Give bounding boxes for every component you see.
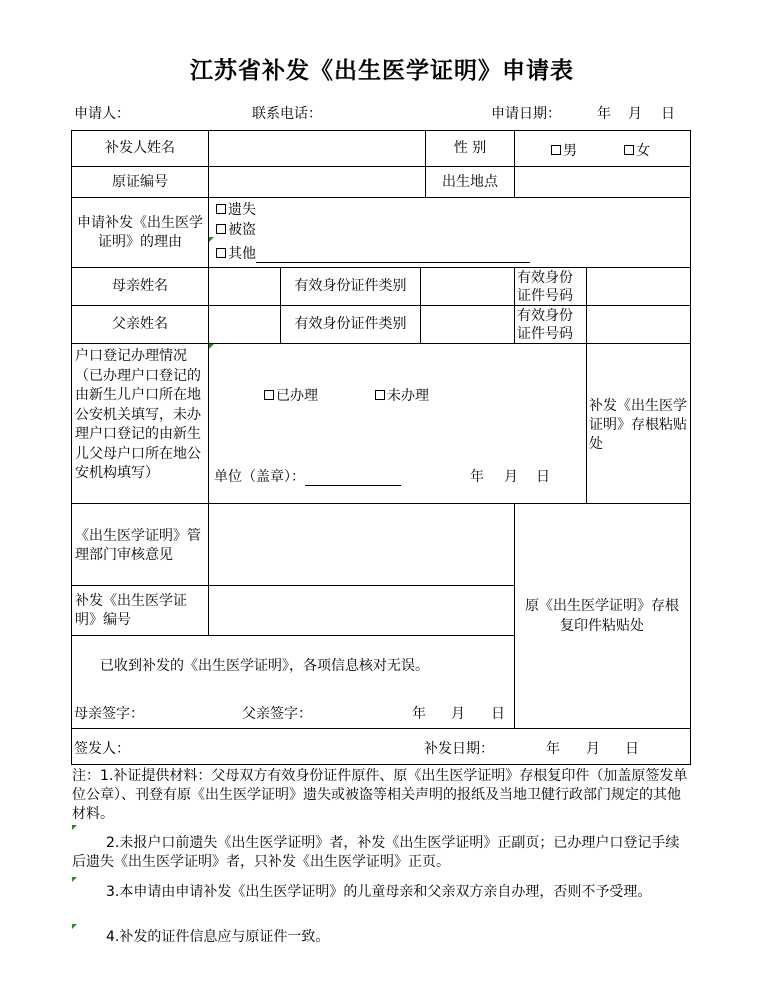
unit-seal-label: 单位（盖章）：: [214, 469, 305, 485]
comment-marker: [72, 825, 77, 830]
reissue-date-year: 年: [546, 741, 560, 757]
reason-other-label: 其他: [228, 246, 256, 262]
father-id-number-label: 有效身份证件号码: [517, 307, 573, 342]
unit-seal: [214, 466, 401, 486]
note-4: 4.补发的证件信息应与原证件一致。: [106, 929, 330, 945]
unit-seal-line[interactable]: [305, 470, 401, 486]
father-id-type-field[interactable]: [421, 306, 514, 343]
sign-date-year: 年: [412, 706, 426, 722]
mother-name-field[interactable]: [209, 268, 280, 305]
reason-other-checkbox[interactable]: [216, 248, 226, 258]
reason-stolen-option[interactable]: [216, 219, 256, 239]
handled-label: 已办理: [276, 388, 318, 404]
original-stub-copy-area: 原《出生医学证明》存根复印件粘贴处: [525, 598, 679, 634]
household-label: 户口登记办理情况（已办理户口登记的由新生儿户口所在地公安机关填写，未办理户口登记的由新生儿父母户口所在地公安机构填写）: [75, 348, 201, 481]
comment-marker: [72, 877, 77, 882]
reissue-date-month: 月: [586, 741, 600, 757]
handled-checkbox[interactable]: [264, 390, 274, 400]
applicant-label: 申请人：: [74, 106, 130, 122]
father-sign-label[interactable]: 父亲签字：: [242, 706, 312, 722]
reissue-name-field[interactable]: [209, 131, 425, 166]
father-name-field[interactable]: [209, 306, 280, 343]
review-field[interactable]: [209, 504, 514, 585]
reason-lost-option[interactable]: [216, 199, 256, 219]
note-3: 3.本申请由申请补发《出生医学证明》的儿童母亲和父亲双方亲自办理，否则不予受理。: [106, 884, 652, 900]
apply-date-month: 月: [628, 106, 642, 122]
father-name-label: 父亲姓名: [112, 316, 168, 332]
male-label: 男: [563, 143, 577, 159]
household-date-month: 月: [504, 469, 518, 485]
reason-stolen-checkbox[interactable]: [216, 224, 226, 234]
apply-date-year: 年: [597, 106, 611, 122]
handled-option[interactable]: [264, 385, 318, 405]
reissue-date-label: 补发日期：: [424, 741, 494, 757]
phone-label: 联系电话：: [252, 106, 322, 122]
male-checkbox[interactable]: [551, 145, 561, 155]
comment-marker: [209, 237, 214, 242]
mother-name-label: 母亲姓名: [112, 278, 168, 294]
note-2: 2.未报户口前遗失《出生医学证明》者，补发《出生医学证明》正副页；已办理户口登记手续后遗失《出生医学证明》者，只补发《出生医学证明》正页。: [72, 835, 680, 870]
father-id-type-label: 有效身份证件类别: [294, 316, 407, 332]
reissue-number-field[interactable]: [209, 586, 514, 635]
original-number-label: 原证编号: [112, 173, 168, 190]
reissue-name-label: 补发人姓名: [105, 140, 175, 156]
reason-stolen-label: 被盗: [228, 222, 256, 238]
not-handled-checkbox[interactable]: [375, 390, 385, 400]
female-label: 女: [636, 143, 650, 159]
note-1: 注：1.补证提供材料：父母双方有效身份证件原件、原《出生医学证明》存根复印件（加盖原签发单位公章）、刊登有原《出生医学证明》遗失或被盗等相关声明的报纸及当地卫健行政部门规定的其他材料。: [72, 768, 688, 822]
father-id-number-field[interactable]: [587, 306, 690, 343]
reissue-number-label: 补发《出生医学证明》编号: [75, 593, 187, 628]
original-number-field[interactable]: [209, 167, 425, 197]
birthplace-label: 出生地点: [442, 173, 498, 190]
household-date-day: 日: [536, 469, 550, 485]
not-handled-label: 未办理: [387, 388, 429, 404]
sign-date-day: 日: [491, 706, 505, 722]
review-label: 《出生医学证明》管理部门审核意见: [75, 528, 201, 563]
reason-lost-checkbox[interactable]: [216, 204, 226, 214]
female-option[interactable]: [624, 140, 650, 160]
sign-date-month: 月: [451, 706, 465, 722]
issuer-label[interactable]: 签发人：: [74, 741, 130, 757]
apply-date-day: 日: [661, 106, 675, 122]
reissue-date-day: 日: [625, 741, 639, 757]
received-statement: 已收到补发的《出生医学证明》，各项信息核对无误。: [100, 658, 429, 674]
reason-label: 申请补发《出生医学证明》的理由: [77, 214, 203, 250]
not-handled-option[interactable]: [375, 385, 429, 405]
comment-marker: [209, 344, 214, 349]
female-checkbox[interactable]: [624, 145, 634, 155]
reason-lost-label: 遗失: [228, 202, 256, 218]
mother-sign-label[interactable]: 母亲签字：: [74, 706, 144, 722]
apply-date-label: 申请日期：: [491, 106, 561, 122]
reason-other-option[interactable]: [216, 243, 530, 263]
birthplace-field[interactable]: [515, 167, 690, 197]
household-date-year: 年: [470, 469, 484, 485]
mother-id-number-field[interactable]: [587, 268, 690, 305]
form-title: 江苏省补发《出生医学证明》申请表: [190, 57, 574, 84]
mother-id-type-field[interactable]: [421, 268, 514, 305]
stub-paste-area: 补发《出生医学证明》存根粘贴处: [589, 398, 687, 452]
mother-id-type-label: 有效身份证件类别: [294, 278, 407, 294]
gender-label: 性 别: [453, 140, 487, 156]
mother-id-number-label: 有效身份证件号码: [517, 269, 573, 304]
reason-other-line[interactable]: [256, 247, 530, 263]
male-option[interactable]: [551, 140, 577, 160]
